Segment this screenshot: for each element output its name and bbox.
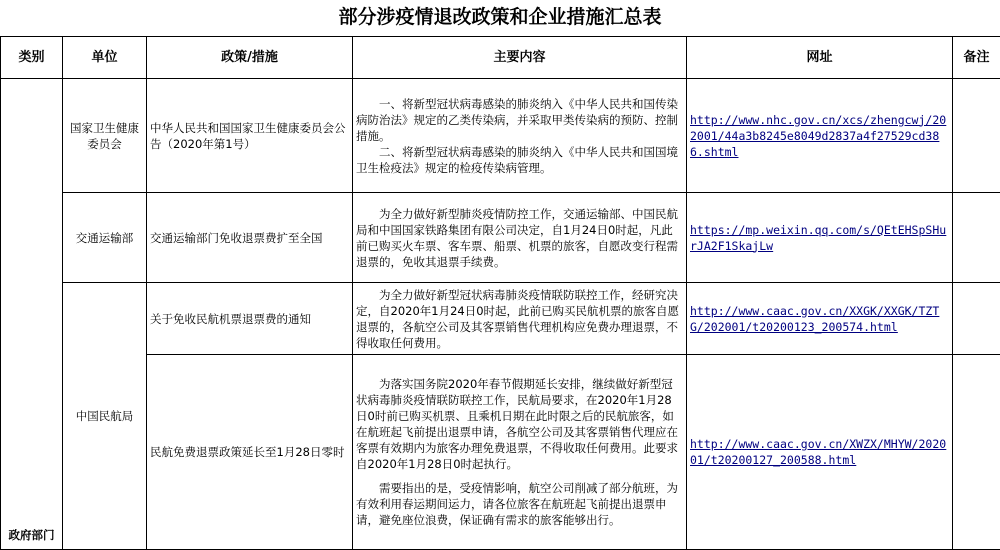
- content-paragraph: 需要指出的是，受疫情影响，航空公司削减了部分航班，为有效利用春运期间运力，请各位旅客在航班起飞前提出退票申请，避免座位浪费，保证确有需求的旅客能够出行。: [356, 480, 683, 528]
- content-paragraph: 一、将新型冠状病毒感染的肺炎纳入《中华人民共和国传染病防治法》规定的乙类传染病，并采取甲类传染病的预防、控制措施。: [356, 96, 683, 144]
- policy-cell: 关于免收民航机票退票费的通知: [147, 283, 353, 355]
- table-row: [1, 193, 1000, 283]
- table-row: [1, 355, 1000, 550]
- content-cell: [353, 355, 687, 550]
- category-cell: 政府部门: [1, 79, 63, 550]
- policy-cell: 交通运输部门免收退票费扩至全国: [147, 193, 353, 283]
- policy-cell: 民航免费退票政策延长至1月28日零时: [147, 355, 353, 550]
- url-link[interactable]: [687, 355, 953, 550]
- note-cell: [953, 355, 1000, 550]
- unit-cell: 中国民航局: [63, 283, 147, 550]
- table-row: [1, 283, 1000, 355]
- policy-cell: 中华人民共和国国家卫生健康委员会公告（2020年第1号）: [147, 79, 353, 193]
- url-link[interactable]: [687, 283, 953, 355]
- url-text[interactable]: http://www.caac.gov.cn/XWZX/MHYW/202001/t20200127_200588.html: [690, 437, 946, 467]
- unit-cell: 国家卫生健康委员会: [63, 79, 147, 193]
- header-url: 网址: [687, 37, 953, 79]
- content-cell: [353, 79, 687, 193]
- url-link[interactable]: [687, 193, 953, 283]
- note-cell: [953, 283, 1000, 355]
- url-text[interactable]: http://www.nhc.gov.cn/xcs/zhengcwj/202001/44a3b8245e8049d2837a4f27529cd386.shtml: [690, 113, 946, 159]
- header-content: 主要内容: [353, 37, 687, 79]
- content-paragraph: 为落实国务院2020年春节假期延长安排，继续做好新型冠状病毒肺炎疫情联防联控工作，民航局要求，在2020年1月28日0时前已购买机票、且乘机日期在此时限之后的民航旅客，如在航班起飞前提出退票申请，各航空公司及其客票销售代理应在客票有效期内为旅客办理免费退票，不得收取任何费用。此要求自2020年1月28日0时起执行。: [356, 376, 683, 472]
- header-category: 类别: [1, 37, 63, 79]
- content-paragraph: 二、将新型冠状病毒感染的肺炎纳入《中华人民共和国国境卫生检疫法》规定的检疫传染病管理。: [356, 144, 683, 176]
- url-text[interactable]: https://mp.weixin.qq.com/s/QEtEHSpSHurJA2F1SkajLw: [690, 223, 946, 253]
- header-note: 备注: [953, 37, 1000, 79]
- url-text[interactable]: http://www.caac.gov.cn/XXGK/XXGK/TZTG/202001/t20200123_200574.html: [690, 304, 939, 334]
- content-paragraph: 为全力做好新型肺炎疫情防控工作，交通运输部、中国民航局和中国国家铁路集团有限公司决定，自1月24日0时起，凡此前已购买火车票、客车票、船票、机票的旅客，自愿改变行程需退票的，免收其退票手续费。: [356, 206, 683, 270]
- policy-table: [0, 36, 1000, 550]
- header-row: [1, 37, 1000, 79]
- note-cell: [953, 79, 1000, 193]
- note-cell: [953, 193, 1000, 283]
- content-cell: [353, 193, 687, 283]
- url-link[interactable]: [687, 79, 953, 193]
- header-policy: 政策/措施: [147, 37, 353, 79]
- sheet-title: 部分涉疫情退改政策和企业措施汇总表: [0, 0, 1000, 36]
- header-unit: 单位: [63, 37, 147, 79]
- unit-cell: 交通运输部: [63, 193, 147, 283]
- content-paragraph: 为全力做好新型冠状病毒肺炎疫情联防联控工作，经研究决定，自2020年1月24日0时起，此前已购买民航机票的旅客自愿退票的，各航空公司及其客票销售代理机构应免费办理退票，不得收取任何费用。: [356, 287, 683, 351]
- content-cell: [353, 283, 687, 355]
- table-row: [1, 79, 1000, 193]
